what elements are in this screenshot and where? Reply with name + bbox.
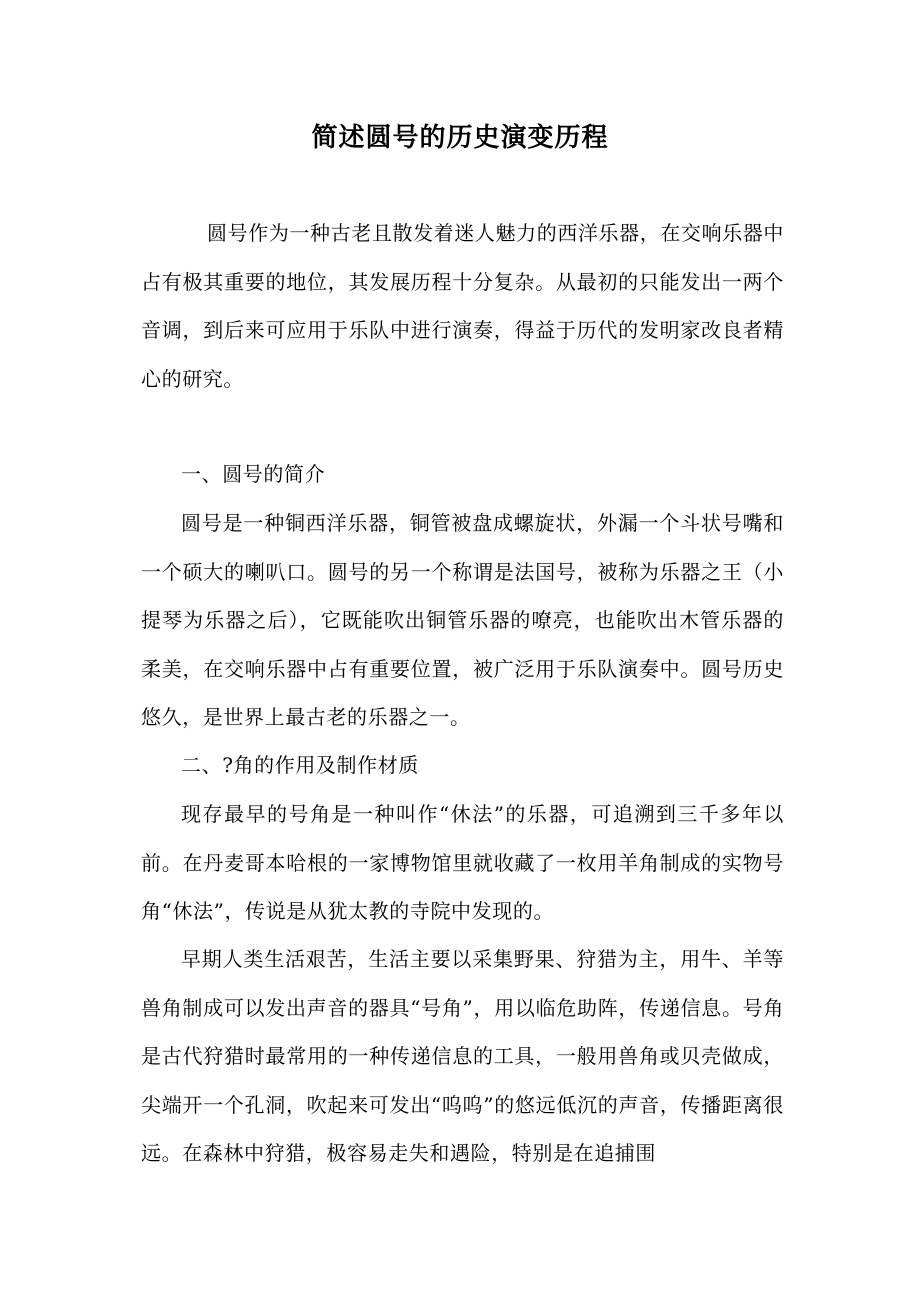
section2-body-2 [141, 935, 784, 1178]
intro-paragraph [141, 209, 784, 403]
section2-heading: 二、?角的作用及制作材质 [181, 753, 419, 777]
section2-body-1 [141, 790, 784, 936]
section2-heading-block [141, 741, 784, 790]
section2-paragraph-2: 早期人类生活艰苦，生活主要以采集野果、狩猎为主，用牛、羊等兽角制成可以发出声音的器具“号角”，用以临危助阵，传递信息。号角是古代狩猎时最常用的一种传递信息的工具，一般用兽角或贝壳做成，尖端开一个孔洞，吹起来可发出“呜呜”的悠远低沉的声音，传播距离很远。在森林中狩猎，极容易走失和遇险，特别是在追捕围 [141, 947, 784, 1165]
section1-body [141, 499, 784, 742]
section1-paragraph: 圆号是一种铜西洋乐器，铜管被盘成螺旋状，外漏一个斗状号嘴和一个硕大的喇叭口。圆号的另一个称谓是法国号，被称为乐器之王（小提琴为乐器之后），它既能吹出铜管乐器的嘹亮，也能吹出木管乐器的柔美，在交响乐器中占有重要位置，被广泛用于乐队演奏中。圆号历史悠久，是世界上最古老的乐器之一。 [141, 511, 784, 729]
document-title: 简述圆号的历史演变历程 [311, 123, 609, 153]
section1-heading: 一、圆号的简介 [181, 462, 326, 486]
section1-heading-block [141, 450, 784, 499]
intro-text: 圆号作为一种古老且散发着迷人魅力的西洋乐器，在交响乐器中占有极其重要的地位，其发展历程十分复杂。从最初的只能发出一两个音调，到后来可应用于乐队中进行演奏，得益于历代的发明家改良者精心的研究。 [141, 221, 784, 391]
section2-paragraph-1: 现存最早的号角是一种叫作“休法”的乐器，可追溯到三千多年以前。在丹麦哥本哈根的一家博物馆里就收藏了一枚用羊角制成的实物号角“休法”，传说是从犹太教的寺院中发现的。 [141, 802, 784, 923]
